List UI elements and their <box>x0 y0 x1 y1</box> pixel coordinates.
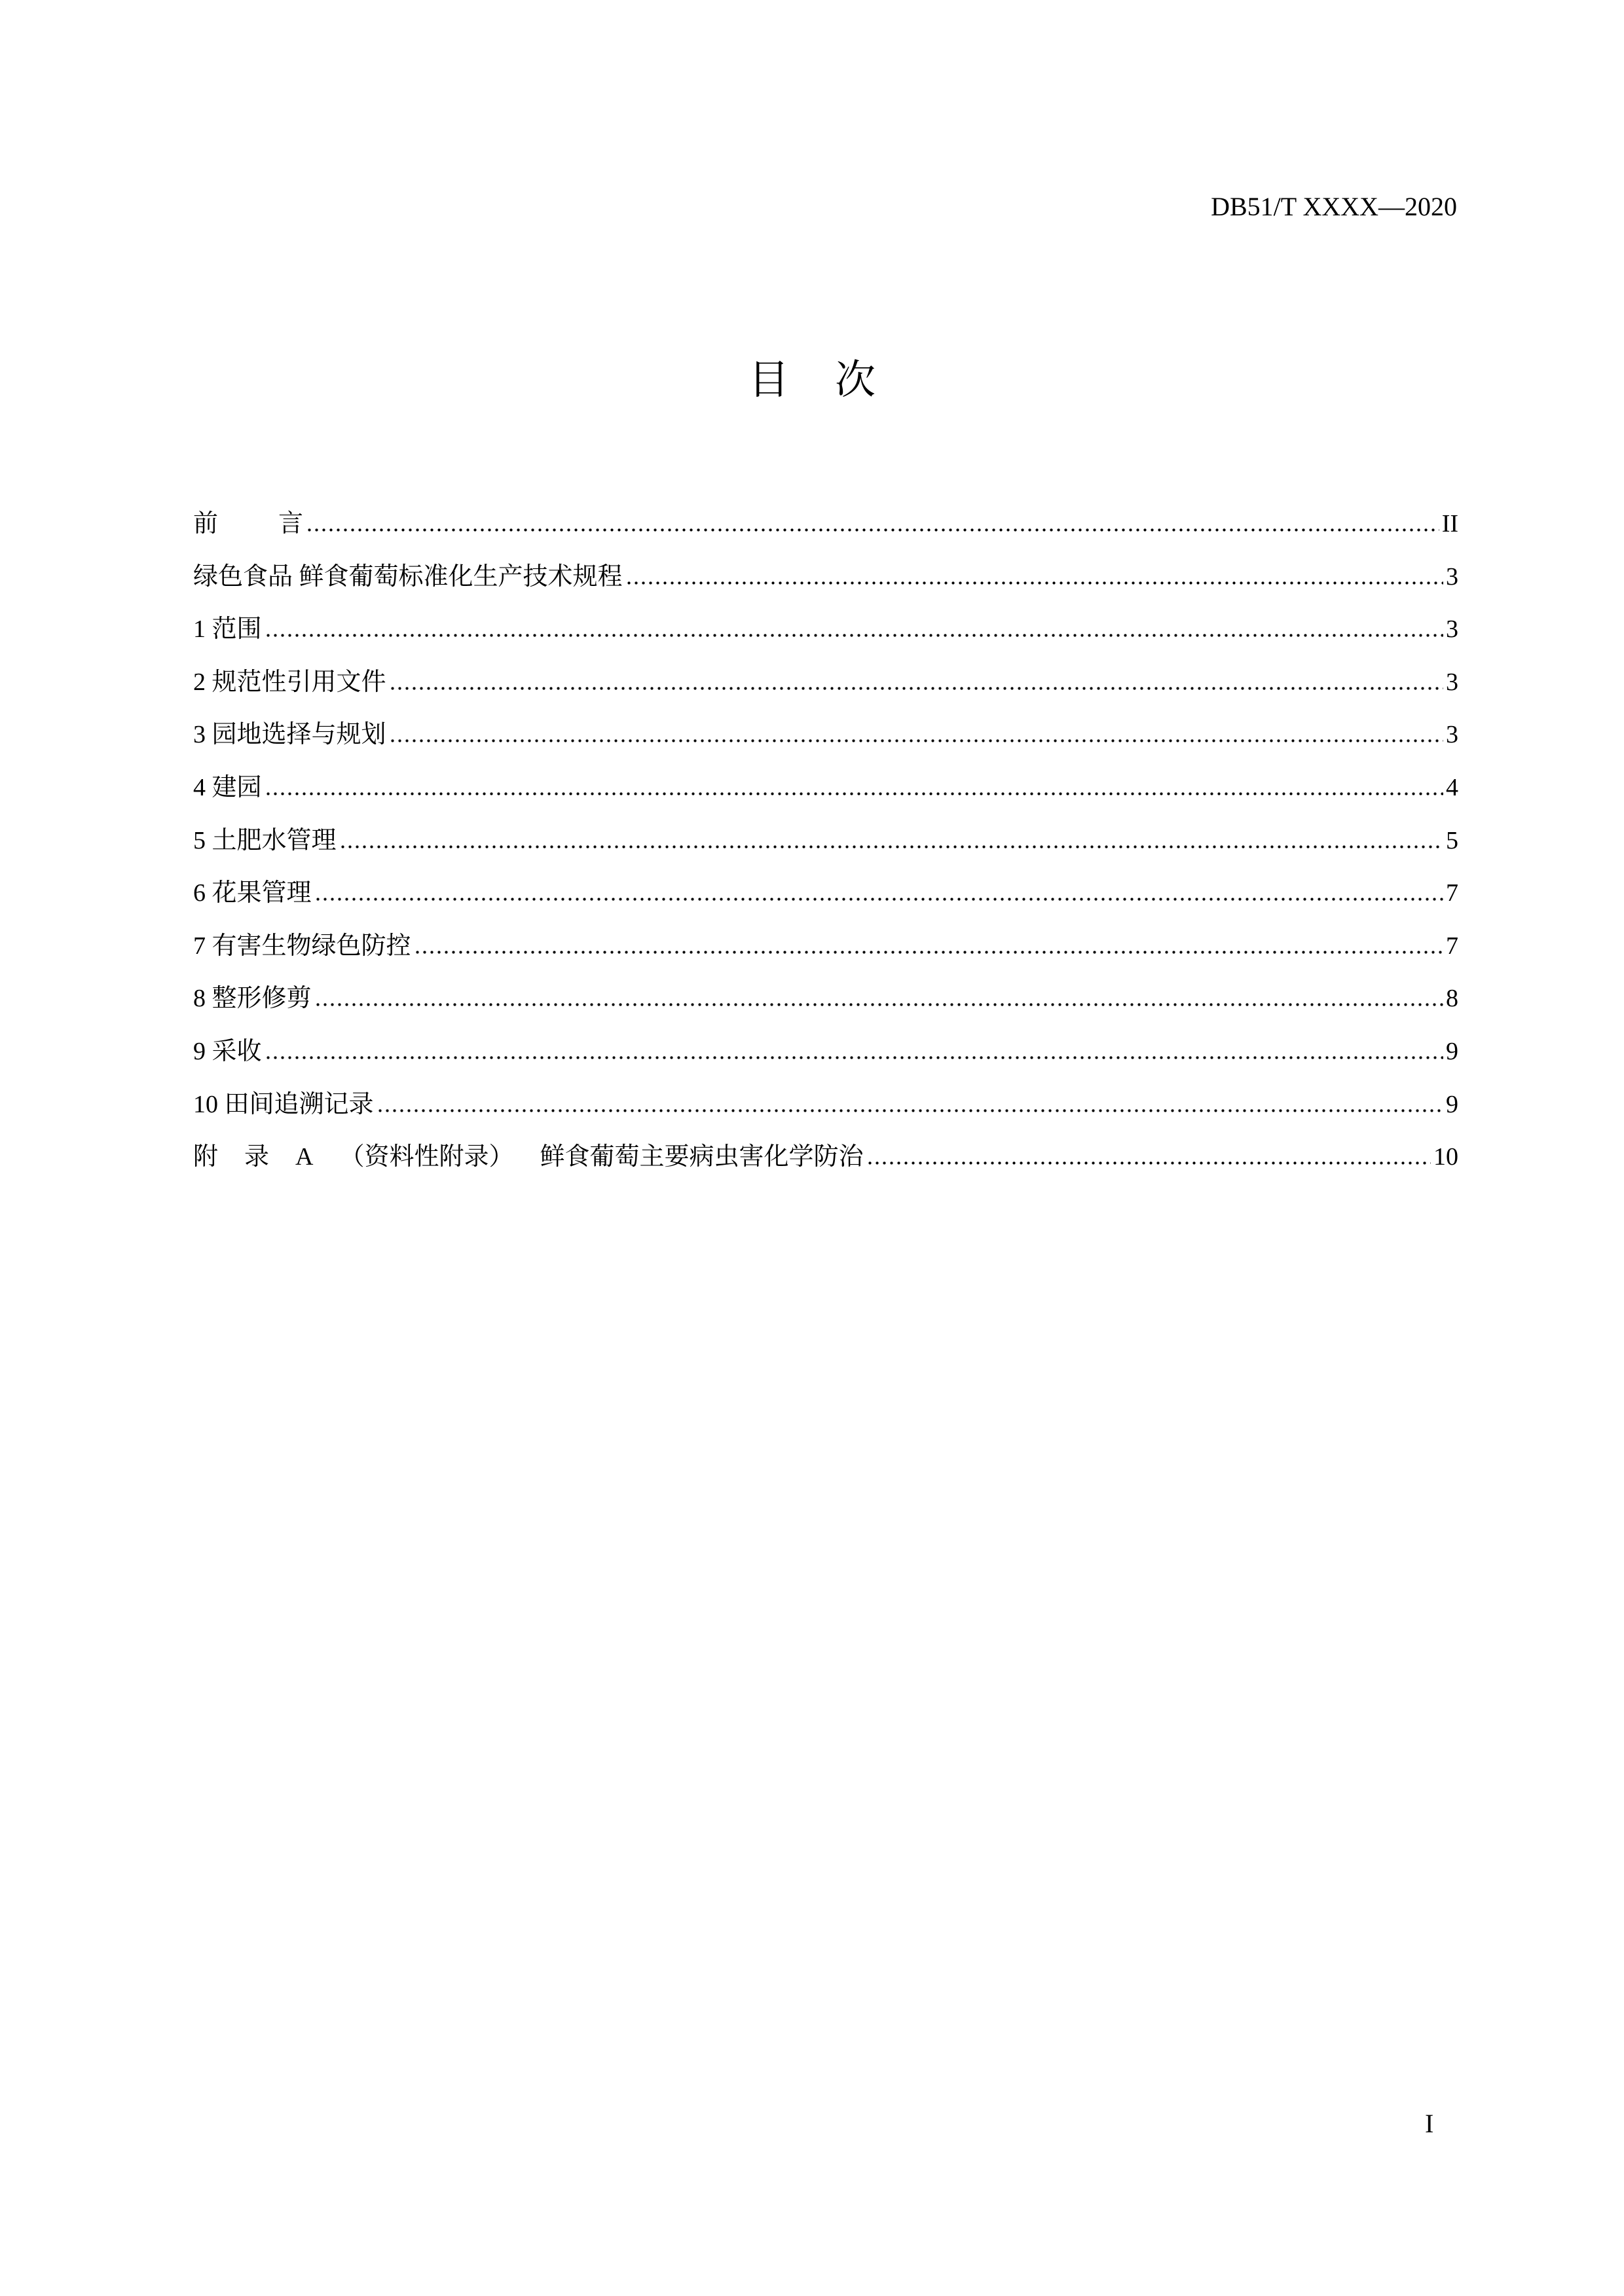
table-of-contents <box>193 504 1458 1190</box>
toc-entry-page: 3 <box>1446 615 1458 644</box>
toc-entry-page: 9 <box>1446 1037 1458 1065</box>
toc-entry-page: 7 <box>1446 932 1458 960</box>
toc-entry-label: 6 花果管理 <box>193 879 312 907</box>
toc-entry-flower-fruit[interactable] <box>193 873 1458 926</box>
toc-entry-document-title[interactable] <box>193 557 1458 610</box>
toc-entry-field-traceability[interactable] <box>193 1085 1458 1138</box>
toc-entry-label: 7 有害生物绿色防控 <box>193 932 411 960</box>
document-code-header: DB51/T XXXX—2020 <box>1211 192 1457 221</box>
toc-entry-pest-control[interactable] <box>193 926 1458 979</box>
dot-leader <box>377 1106 1443 1112</box>
toc-entry-page: 9 <box>1446 1090 1458 1118</box>
toc-entry-soil-fertilizer-water[interactable] <box>193 821 1458 874</box>
dot-leader <box>314 894 1443 901</box>
dot-leader <box>414 947 1443 954</box>
toc-entry-orchard-establishment[interactable] <box>193 768 1458 821</box>
toc-entry-label: 前 言 <box>193 510 304 538</box>
toc-entry-page: 3 <box>1446 562 1458 591</box>
toc-entry-page: 8 <box>1446 985 1458 1013</box>
toc-entry-label: 1 范围 <box>193 615 262 644</box>
title-char-2: 次 <box>835 355 876 403</box>
toc-entry-label: 3 园地选择与规划 <box>193 721 386 749</box>
dot-leader <box>265 789 1443 795</box>
page-number: I <box>1425 2109 1434 2138</box>
dot-leader <box>314 1000 1443 1006</box>
toc-entry-normative-references[interactable] <box>193 663 1458 716</box>
toc-entry-harvest[interactable] <box>193 1032 1458 1085</box>
dot-leader <box>389 683 1443 690</box>
title-char-1: 目 <box>748 355 789 403</box>
toc-entry-foreword[interactable] <box>193 504 1458 557</box>
dot-leader <box>265 630 1443 637</box>
toc-entry-pruning[interactable] <box>193 979 1458 1032</box>
toc-entry-scope[interactable] <box>193 610 1458 663</box>
page-title <box>0 354 1624 406</box>
toc-entry-label: 5 土肥水管理 <box>193 826 337 854</box>
dot-leader <box>625 578 1443 585</box>
toc-entry-page: 3 <box>1446 721 1458 749</box>
toc-entry-page: II <box>1441 510 1458 538</box>
toc-entry-label: 2 规范性引用文件 <box>193 668 386 696</box>
dot-leader <box>265 1053 1443 1059</box>
toc-entry-label: 10 田间追溯记录 <box>193 1090 374 1118</box>
toc-entry-page: 7 <box>1446 879 1458 907</box>
toc-entry-page: 4 <box>1446 773 1458 801</box>
dot-leader <box>866 1158 1431 1165</box>
toc-entry-label: 附 录 A （资料性附录） 鲜食葡萄主要病虫害化学防治 <box>193 1143 864 1171</box>
toc-entry-page: 10 <box>1433 1143 1458 1171</box>
dot-leader <box>389 736 1443 742</box>
toc-entry-label: 4 建园 <box>193 773 262 801</box>
dot-leader <box>339 842 1443 848</box>
toc-entry-label: 8 整形修剪 <box>193 985 312 1013</box>
toc-entry-site-selection[interactable] <box>193 715 1458 768</box>
toc-entry-page: 3 <box>1446 668 1458 696</box>
toc-entry-label: 9 采收 <box>193 1037 262 1065</box>
toc-entry-page: 5 <box>1446 826 1458 854</box>
dot-leader <box>306 525 1439 532</box>
toc-entry-appendix-a[interactable] <box>193 1137 1458 1190</box>
toc-entry-label: 绿色食品 鲜食葡萄标准化生产技术规程 <box>193 562 623 591</box>
